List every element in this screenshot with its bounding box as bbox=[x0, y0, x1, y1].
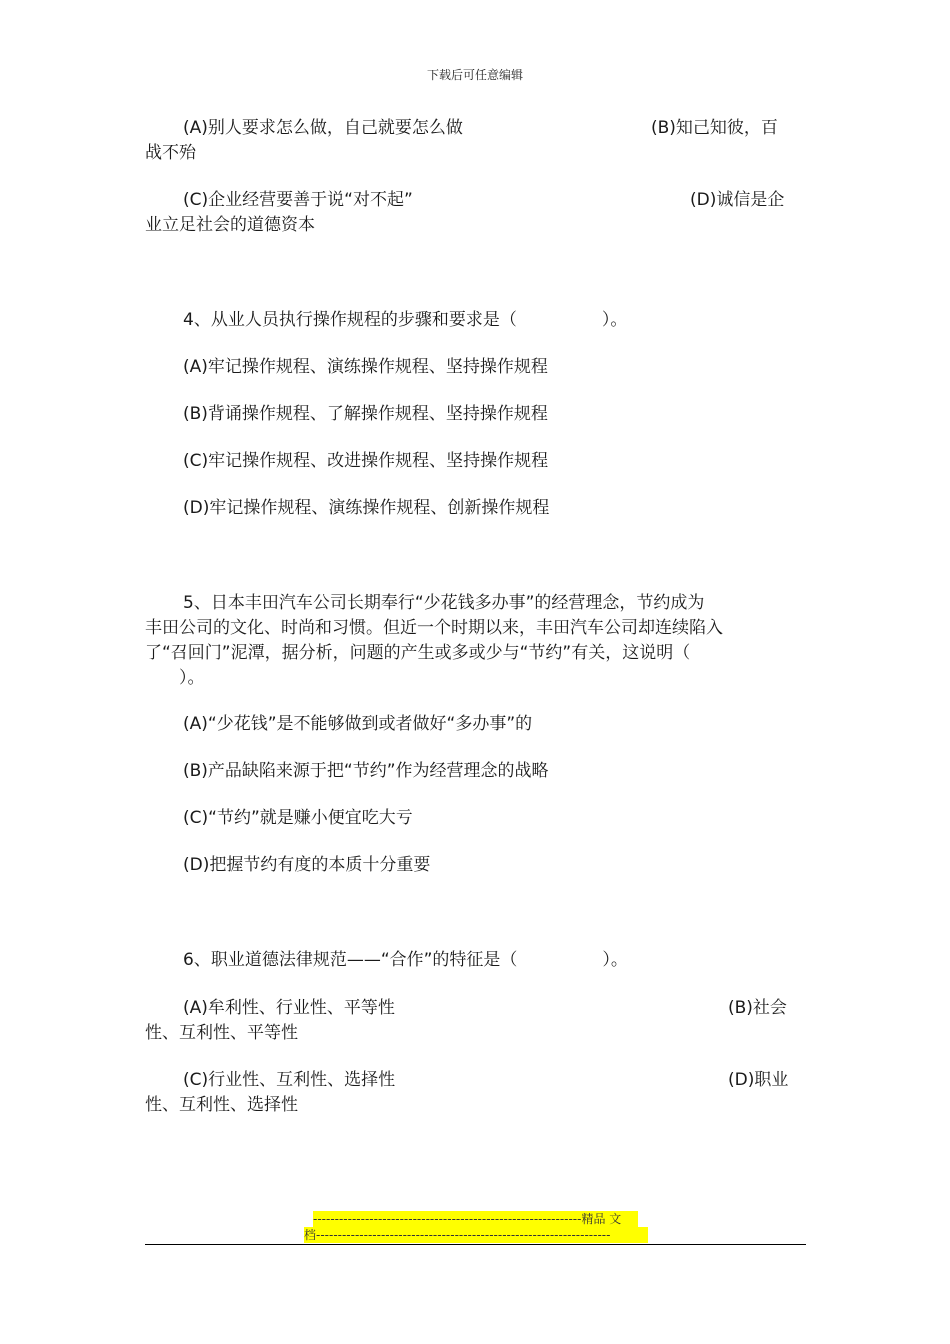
q6-option-a: (A)牟利性、行业性、平等性 bbox=[183, 998, 395, 1018]
q3-option-b-continued: 战不殆 bbox=[145, 143, 196, 163]
q3-option-d: (D)诚信是企 bbox=[690, 190, 785, 210]
q5-option-b: (B)产品缺陷来源于把“节约”作为经营理念的战略 bbox=[183, 761, 549, 781]
q6-option-b-continued: 性、互利性、平等性 bbox=[145, 1023, 298, 1043]
q5-stem-line-2: 丰田公司的文化、时尚和习惯。但近一个时期以来，丰田汽车公司却连续陷入 bbox=[145, 618, 723, 638]
q6-option-b: (B)社会 bbox=[728, 998, 787, 1018]
q5-option-c: (C)“节约”就是赚小便宜吃大亏 bbox=[183, 808, 413, 828]
q5-option-d: (D)把握节约有度的本质十分重要 bbox=[183, 855, 431, 875]
q4-option-c: (C)牢记操作规程、改进操作规程、坚持操作规程 bbox=[183, 451, 549, 471]
q5-stem-line-3: 了“召回门”泥潭，据分析，问题的产生或多或少与“节约”有关，这说明（ bbox=[145, 643, 691, 663]
q3-option-b: (B)知己知彼，百 bbox=[651, 118, 778, 138]
q5-stem-line-4: ）。 bbox=[145, 668, 205, 688]
q3-option-a: (A)别人要求怎么做，自己就要怎么做 bbox=[183, 118, 463, 138]
q4-option-a: (A)牢记操作规程、演练操作规程、坚持操作规程 bbox=[183, 357, 548, 377]
q4-option-b: (B)背诵操作规程、了解操作规程、坚持操作规程 bbox=[183, 404, 548, 424]
footer-watermark-line-1: --------------------------------------------------------------精品 文 bbox=[313, 1211, 638, 1227]
q4-stem: 4、从业人员执行操作规程的步骤和要求是（ ）。 bbox=[183, 310, 628, 330]
q6-option-d: (D)职业 bbox=[728, 1070, 789, 1090]
footer-watermark-line-2: 档-------------------------------------------------------------------- bbox=[304, 1227, 648, 1243]
q6-option-d-continued: 性、互利性、选择性 bbox=[145, 1095, 298, 1115]
q4-option-d: (D)牢记操作规程、演练操作规程、创新操作规程 bbox=[183, 498, 550, 518]
q5-stem-line-1: 5、日本丰田汽车公司长期奉行“少花钱多办事”的经营理念，节约成为 bbox=[183, 593, 705, 613]
q6-stem: 6、职业道德法律规范——“合作”的特征是（ ）。 bbox=[183, 950, 628, 970]
q5-option-a: (A)“少花钱”是不能够做到或者做好“多办事”的 bbox=[183, 714, 533, 734]
q6-option-c: (C)行业性、互利性、选择性 bbox=[183, 1070, 396, 1090]
page-header: 下载后可任意编辑 bbox=[426, 68, 523, 82]
q3-option-c: (C)企业经营要善于说“对不起” bbox=[183, 190, 413, 210]
q3-option-d-continued: 业立足社会的道德资本 bbox=[145, 215, 315, 235]
footer-divider bbox=[145, 1244, 806, 1245]
